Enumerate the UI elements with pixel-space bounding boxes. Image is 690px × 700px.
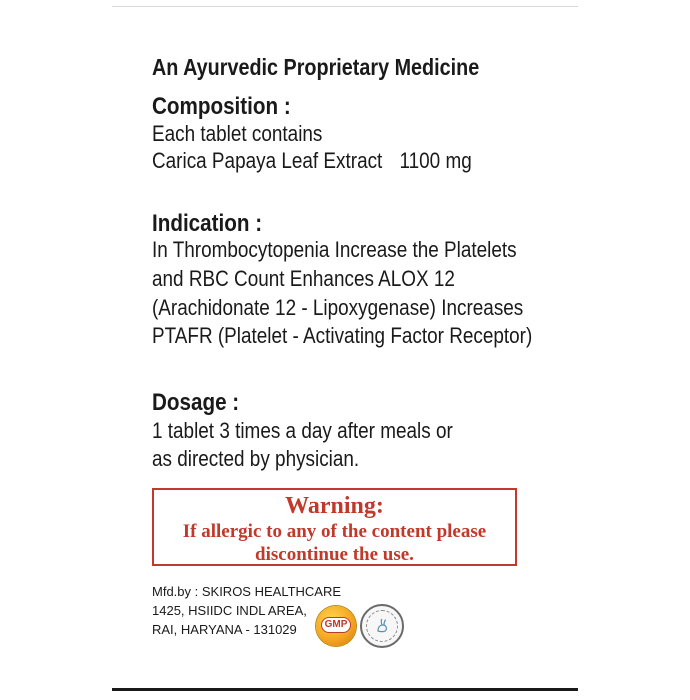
dosage-line: 1 tablet 3 times a day after meals or xyxy=(152,418,453,443)
bottom-divider xyxy=(112,688,578,691)
manufacturer-line: 1425, HSIIDC INDL AREA, xyxy=(152,603,307,618)
gmp-label: GMP xyxy=(321,617,351,633)
composition-ingredient-row xyxy=(152,147,524,175)
warning-line: discontinue the use. xyxy=(255,544,414,565)
manufacturer-line: RAI, HARYANA - 131029 xyxy=(152,622,297,637)
indication-line: PTAFR (Platelet - Activating Factor Receptor) xyxy=(152,323,533,348)
top-divider xyxy=(112,6,578,7)
manufacturer-line: Mfd.by : SKIROS HEALTHCARE xyxy=(152,584,342,599)
warning-title: Warning: xyxy=(285,493,384,519)
gmp-seal-icon xyxy=(316,606,356,646)
indication-heading: Indication : xyxy=(152,210,263,237)
dosage-line: as directed by physician. xyxy=(152,446,360,471)
warning-line: If allergic to any of the content please xyxy=(182,521,487,542)
ingredient-dose: 1100 mg xyxy=(399,148,472,173)
ingredient-name: Carica Papaya Leaf Extract xyxy=(152,148,383,173)
indication-line: In Thrombocytopenia Increase the Platelets xyxy=(152,237,517,262)
rabbit-mark-icon xyxy=(372,616,392,636)
indication-line: and RBC Count Enhances ALOX 12 xyxy=(152,266,455,291)
composition-heading: Composition : xyxy=(152,93,291,120)
product-type-heading: An Ayurvedic Proprietary Medicine xyxy=(152,54,480,80)
dosage-heading: Dosage : xyxy=(152,389,240,416)
indication-line: (Arachidonate 12 - Lipoxygenase) Increases xyxy=(152,295,524,320)
not-tested-on-animals-icon xyxy=(360,604,404,648)
composition-line: Each tablet contains xyxy=(152,121,323,146)
warning-box xyxy=(152,488,517,566)
